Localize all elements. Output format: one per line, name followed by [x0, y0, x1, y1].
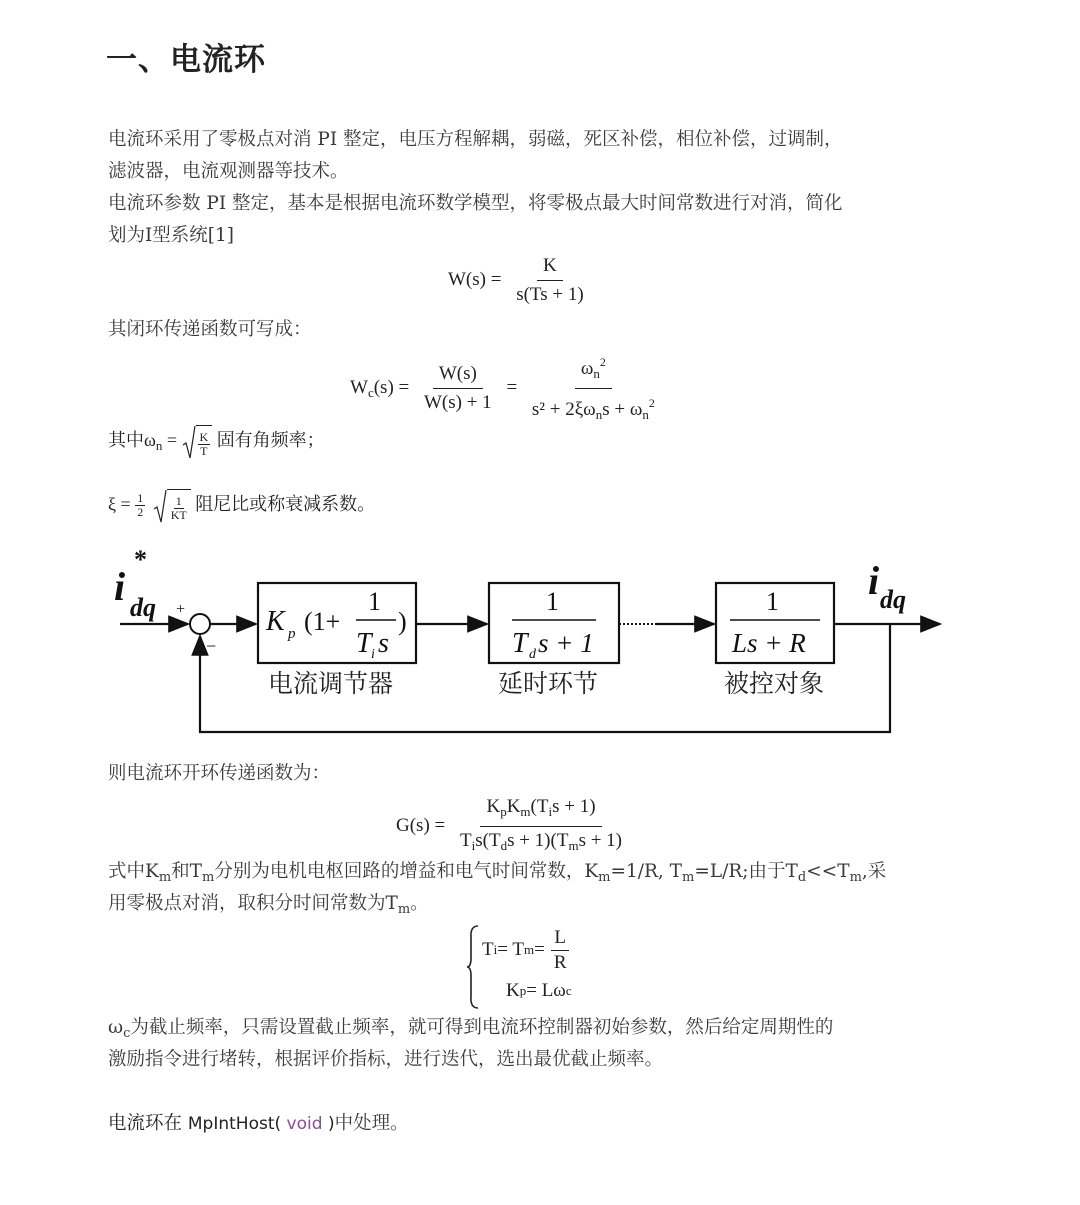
eq2-lhs: $W_c(s)$ =	[350, 376, 410, 400]
block1-den-sub: i	[371, 647, 375, 662]
equation-closed-loop	[350, 350, 665, 427]
paragraph-cutoff-line1: $\omega_c$为截止频率，只需设置截止频率，就可得到电流环控制器初始参数，然后给定周期性的	[108, 1017, 834, 1041]
block2-den-sub: d	[529, 647, 536, 662]
equation-system	[466, 924, 574, 1010]
block-diagram	[0, 540, 1080, 745]
eq2-numerator-2: $\omega_n^2$	[575, 350, 612, 389]
eq4-row2: K p = Lω c	[506, 980, 572, 1001]
block1-close: )	[398, 607, 407, 636]
block1-kp: K	[266, 606, 285, 637]
paragraph-params-line2: 用零极点对消，取积分时间常数为$T_m$。	[108, 893, 429, 917]
eq3-denominator: $T_is(T_ds + 1)(T_ms + 1)$	[460, 830, 622, 853]
summing-junction	[190, 614, 210, 634]
paragraph-intro-line2: 滤波器，电流观测器等技术。	[108, 161, 349, 182]
left-brace-icon	[466, 924, 480, 1010]
eq2-denominator-1: W(s) + 1	[423, 392, 492, 413]
paragraph-pi-line1: 电流环参数 PI 整定，基本是根据电流环数学模型，将零极点最大时间常数进行对消，简化	[108, 193, 843, 214]
block1-caption: 电流调节器	[268, 669, 394, 698]
minus-sign: −	[206, 636, 217, 656]
block1-numerator: 1	[368, 587, 381, 616]
paragraph-params-line1: 式中$K_m$和$T_m$分别为电机电枢回路的增益和电气时间常数，$K_m=1/R$, $T_m=L/R$;由于$T_d<<T_m$,采	[108, 861, 887, 885]
sqrt-k-over-t: $\frac{K}{T}$	[182, 425, 213, 459]
block3-numerator: 1	[766, 587, 779, 616]
eq2-denominator-2: $s^2 + 2\xi\omega_ns + \omega_n^2$	[531, 396, 655, 422]
eq4-row1: T i = T m = $\frac{L}{R}$	[482, 926, 574, 974]
block1-den-s: s	[378, 628, 389, 659]
eq3-fraction	[454, 795, 628, 858]
block1-kp-sub: p	[288, 626, 296, 642]
sqrt-symbol-icon	[182, 425, 196, 459]
function-name: MpIntHost(	[187, 1114, 282, 1134]
eq2-fraction-2	[526, 350, 661, 427]
output-subscript: dq	[880, 585, 906, 614]
page-title: 一、电流环	[106, 42, 266, 78]
eq3-numerator: $K_pK_m(T_is + 1)$	[480, 795, 601, 827]
xi-half-fraction: $\frac{1}{2}$	[137, 491, 144, 520]
input-subscript: dq	[130, 593, 156, 622]
sqrt-symbol-icon	[153, 489, 167, 523]
open-loop-label: 则电流环开环传递函数为：	[108, 763, 331, 784]
plus-sign: +	[176, 601, 186, 618]
block3-denominator: Ls + R	[732, 628, 806, 658]
eq1-numerator: K	[537, 254, 563, 281]
equation-open-loop-g	[396, 795, 632, 858]
paragraph-handler: 电流环在 MpIntHost( void )中处理。	[108, 1113, 409, 1134]
block2-den-tail: s + 1	[538, 628, 594, 658]
eq2-numerator-1: W(s)	[433, 362, 483, 389]
block2-numerator: 1	[546, 587, 559, 616]
eq2-equals: =	[506, 376, 518, 398]
block1-open: (1+	[304, 607, 341, 636]
xi-definition: ξ = $\frac{1}{2}$ $\frac{1}{KT}$ 阻尼比或称衰减系数。	[108, 488, 375, 523]
sqrt-one-over-kt: $\frac{1}{KT}$	[153, 489, 191, 523]
block2-caption: 延时环节	[498, 669, 599, 698]
block1-den-t: T	[356, 628, 372, 659]
void-keyword: void	[281, 1114, 328, 1134]
equation-open-loop-w	[448, 254, 594, 307]
output-label: i	[868, 558, 880, 603]
eq1-fraction	[510, 254, 589, 307]
eq1-lhs: W(s) =	[448, 268, 502, 290]
input-superscript: *	[134, 545, 147, 574]
omega-definition: 其中$\omega_n$ = $\frac{K}{T}$ 固有角频率；	[108, 424, 325, 462]
closed-loop-label: 其闭环传递函数可写成：	[108, 319, 312, 340]
eq1-denominator: s(Ts + 1)	[516, 284, 584, 305]
block3-caption: 被控对象	[724, 669, 825, 698]
block2-den-t: T	[512, 628, 528, 659]
eq2-fraction-1	[418, 362, 498, 415]
paragraph-pi-line2: 划为I型系统[1]	[108, 225, 235, 246]
paragraph-cutoff-line2: 激励指令进行堵转，根据评价指标，进行迭代，选出最优截止频率。	[108, 1049, 664, 1070]
paragraph-intro-line1: 电流环采用了零极点对消 PI 整定，电压方程解耦，弱磁，死区补偿，相位补偿，过调制，	[108, 129, 843, 150]
input-label: i	[114, 564, 126, 609]
eq3-lhs: G(s) =	[396, 814, 446, 836]
